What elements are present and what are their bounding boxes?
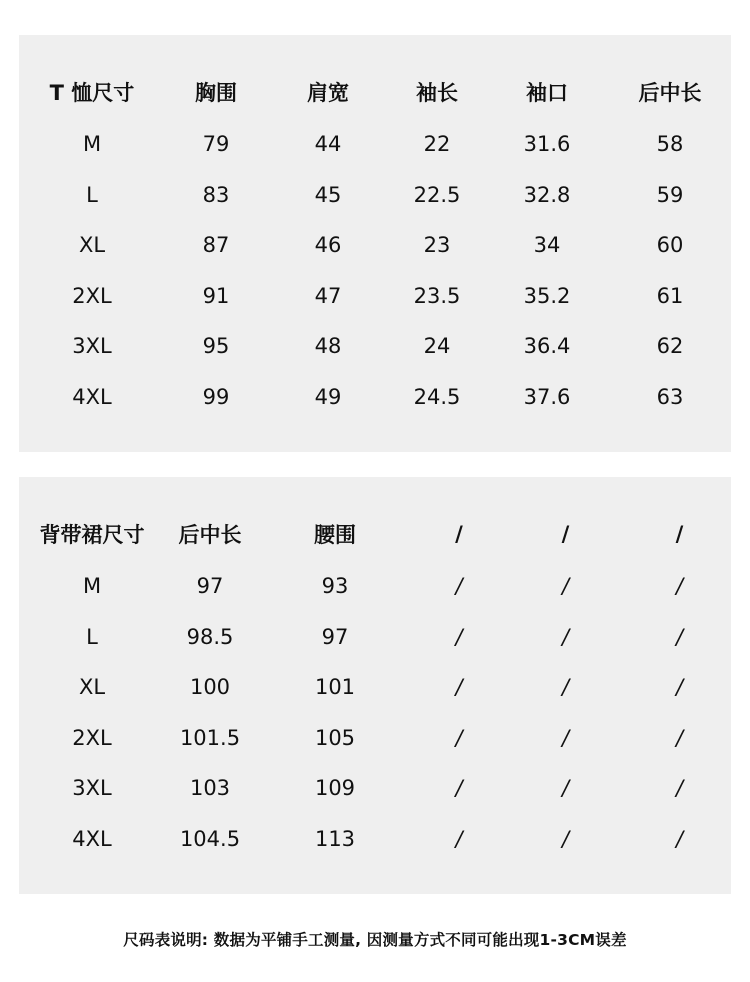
table-cell: 97	[196, 574, 224, 599]
table-cell: 48	[314, 334, 342, 359]
table-cell: /	[561, 675, 570, 700]
table-cell: /	[455, 725, 463, 750]
table-header-cell: 袖口	[526, 81, 568, 105]
tshirt-size-grid	[19, 65, 731, 422]
table-header-cell: 后中长	[638, 81, 702, 105]
table-cell: /	[675, 725, 684, 750]
table-cell: 31.6	[523, 132, 571, 157]
table-cell: 87	[202, 233, 230, 258]
table-cell: /	[675, 675, 684, 700]
table-cell: 93	[321, 574, 349, 599]
table-header-cell: /	[561, 522, 570, 546]
table-cell: 104.5	[179, 826, 241, 851]
table-cell: 100	[189, 675, 231, 700]
table-cell: /	[561, 725, 570, 750]
table-header-cell: 胸围	[195, 81, 237, 105]
table-cell: 99	[202, 384, 230, 409]
table-cell: 46	[314, 233, 342, 258]
table-cell: 45	[314, 182, 342, 207]
table-cell: XL	[78, 233, 106, 258]
table-cell: 91	[202, 283, 230, 308]
skirt-size-table	[19, 477, 731, 894]
table-cell: 49	[314, 384, 342, 409]
table-header-cell: /	[675, 522, 684, 546]
table-cell: /	[455, 574, 463, 599]
table-cell: /	[455, 826, 463, 851]
table-cell: 109	[314, 776, 356, 801]
table-cell: 32.8	[523, 182, 571, 207]
table-cell: 24.5	[413, 384, 461, 409]
table-cell: 95	[202, 334, 230, 359]
table-cell: 37.6	[523, 384, 571, 409]
size-chart-note: 尺码表说明: 数据为平铺手工测量, 因测量方式不同可能出现1-3CM误差	[123, 931, 627, 949]
table-cell: 103	[189, 776, 231, 801]
table-header-cell: 袖长	[416, 81, 458, 105]
table-cell: 23	[423, 233, 451, 258]
table-cell: 36.4	[523, 334, 571, 359]
table-cell: 2XL	[72, 725, 112, 750]
table-cell: /	[455, 776, 463, 801]
table-cell: 98.5	[186, 624, 234, 649]
table-cell: 63	[656, 384, 684, 409]
table-cell: 60	[656, 233, 684, 258]
table-cell: 61	[656, 283, 684, 308]
table-cell: 97	[321, 624, 349, 649]
table-cell: /	[455, 624, 463, 649]
table-header-cell: 腰围	[314, 523, 356, 547]
table-cell: /	[675, 624, 684, 649]
table-cell: /	[675, 574, 684, 599]
table-cell: /	[561, 624, 570, 649]
table-cell: 58	[656, 132, 684, 157]
table-cell: 23.5	[413, 283, 461, 308]
table-cell: 24	[423, 334, 451, 359]
table-cell: 4XL	[72, 826, 112, 851]
table-cell: 62	[656, 334, 684, 359]
table-cell: /	[455, 675, 463, 700]
table-cell: 101	[314, 675, 356, 700]
table-cell: 3XL	[72, 776, 112, 801]
table-cell: 83	[202, 182, 230, 207]
table-cell: 4XL	[72, 384, 112, 409]
table-header-cell: /	[455, 522, 463, 546]
table-cell: XL	[78, 675, 106, 700]
table-cell: /	[561, 826, 570, 851]
table-cell: 35.2	[523, 283, 571, 308]
table-cell: 47	[314, 283, 342, 308]
table-header-cell: 后中长	[178, 523, 242, 547]
table-cell: /	[561, 574, 570, 599]
table-cell: M	[82, 574, 102, 599]
table-cell: 113	[314, 826, 356, 851]
table-cell: 59	[656, 182, 684, 207]
table-header-cell: T 恤尺寸	[49, 81, 135, 105]
skirt-size-grid	[19, 507, 731, 864]
table-cell: 105	[314, 725, 356, 750]
table-header-cell: 背带裙尺寸	[39, 523, 145, 547]
table-cell: L	[86, 182, 98, 207]
table-cell: 22.5	[413, 182, 461, 207]
table-header-cell: 肩宽	[307, 81, 349, 105]
table-cell: L	[86, 624, 98, 649]
table-cell: 22	[423, 132, 451, 157]
table-cell: 3XL	[72, 334, 112, 359]
table-cell: M	[82, 132, 102, 157]
table-cell: /	[675, 826, 684, 851]
table-cell: 101.5	[179, 725, 241, 750]
table-cell: 2XL	[72, 283, 112, 308]
table-cell: 44	[314, 132, 342, 157]
table-cell: /	[675, 776, 684, 801]
table-cell: /	[561, 776, 570, 801]
tshirt-size-table	[19, 35, 731, 452]
table-cell: 34	[533, 233, 561, 258]
table-cell: 79	[202, 132, 230, 157]
